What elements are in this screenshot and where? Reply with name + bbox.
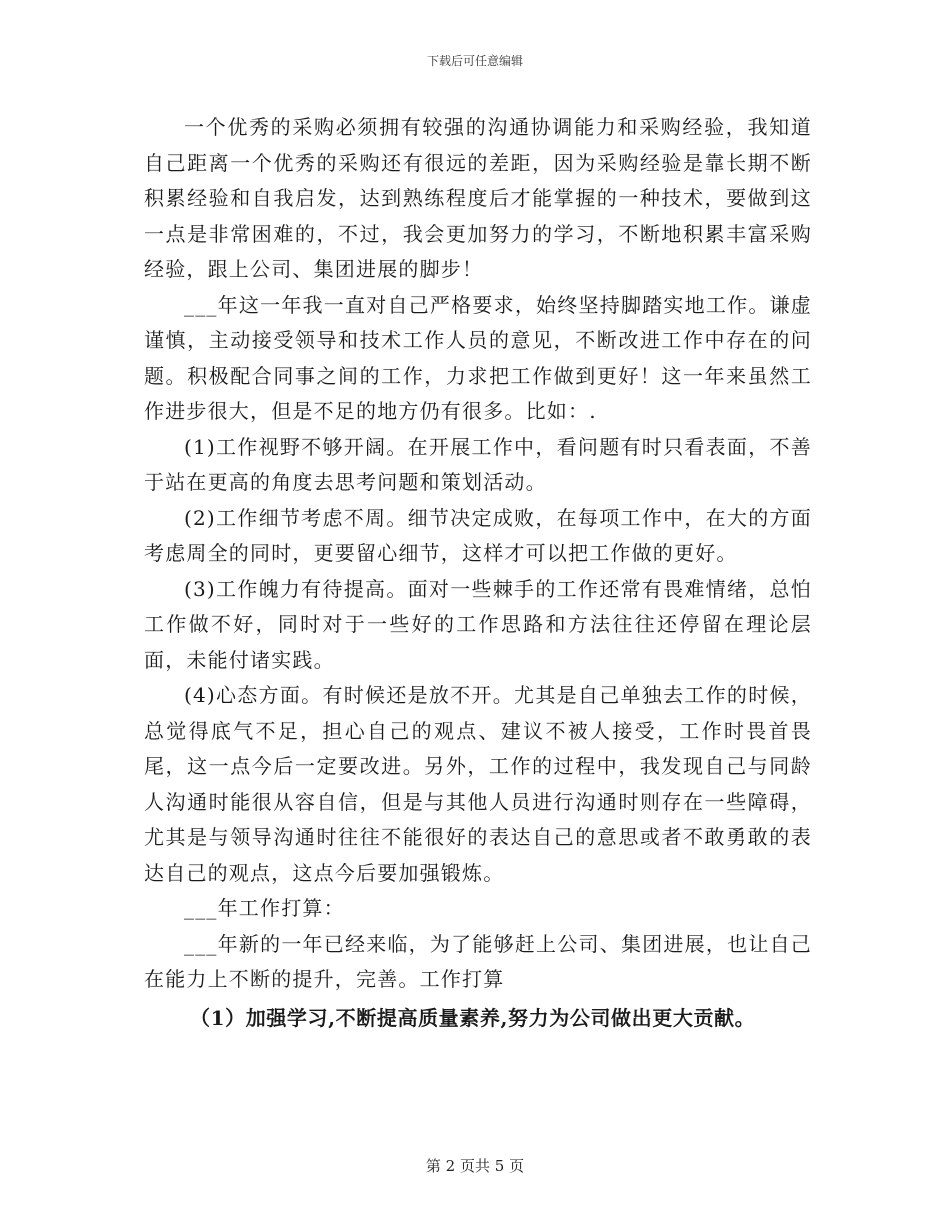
paragraph-shortcoming-3: (3)工作魄力有待提高。面对一些棘手的工作还常有畏难情绪，总怕工作做不好，同时对于一些好的工作思路和方法往往还停留在理论层面，未能付诸实践。 [144,576,812,672]
page-indicator: 第 2 页共 5 页 [425,1157,525,1175]
paragraph-year-review: ___年这一年我一直对自己严格要求，始终坚持脚踏实地工作。谦虚谨慎，主动接受领导和技术工作人员的意见，不断改进工作中存在的问题。积极配合同事之间的工作，力求把工作做到更好！这一年来虽然工作进步很大，但是不足的地方仍有很多。比如：. [144,292,812,423]
paragraph-work-plan-heading: ___年工作打算： [184,896,345,920]
paragraph-work-plan-intro: ___年新的一年已经来临，为了能够赶上公司、集团进展，也让自己在能力上不断的提升，完善。工作打算 [144,931,812,991]
paragraph-shortcoming-4: (4)心态方面。有时候还是放不开。尤其是自己单独去工作的时候，总觉得底气不足，担心自己的观点、建议不被人接受，工作时畏首畏尾，这一点今后一定要改进。另外，工作的过程中，我发现自己与同龄人沟通时能很从容自信，但是与其他人员进行沟通时则存在一些障碍，尤其是与领导沟通时往往不能很好的表达自己的意思或者不敢勇敢的表达自己的观点，这点今后要加强锻炼。 [144,683,812,885]
page-header: 下载后可任意编辑 [426,54,523,68]
paragraph-shortcoming-2: (2)工作细节考虑不周。细节决定成败，在每项工作中，在大的方面考虑周全的同时，更要留心细节，这样才可以把工作做的更好。 [144,505,812,565]
plan-item-1-bold: （1）加强学习,不断提高质量素养,努力为公司做出更大贡献。 [190,1005,756,1030]
document-body [144,110,812,1036]
paragraph-procurement-experience: 一个优秀的采购必须拥有较强的沟通协调能力和采购经验，我知道自己距离一个优秀的采购还有很远的差距，因为采购经验是靠长期不断积累经验和自我启发，达到熟练程度后才能掌握的一种技术，要做到这一点是非常困难的，不过，我会更加努力的学习，不断地积累丰富采购经验，跟上公司、集团进展的脚步！ [144,115,812,281]
paragraph-shortcoming-1: (1)工作视野不够开阔。在开展工作中，看问题有时只看表面，不善于站在更高的角度去思考问题和策划活动。 [144,434,812,494]
